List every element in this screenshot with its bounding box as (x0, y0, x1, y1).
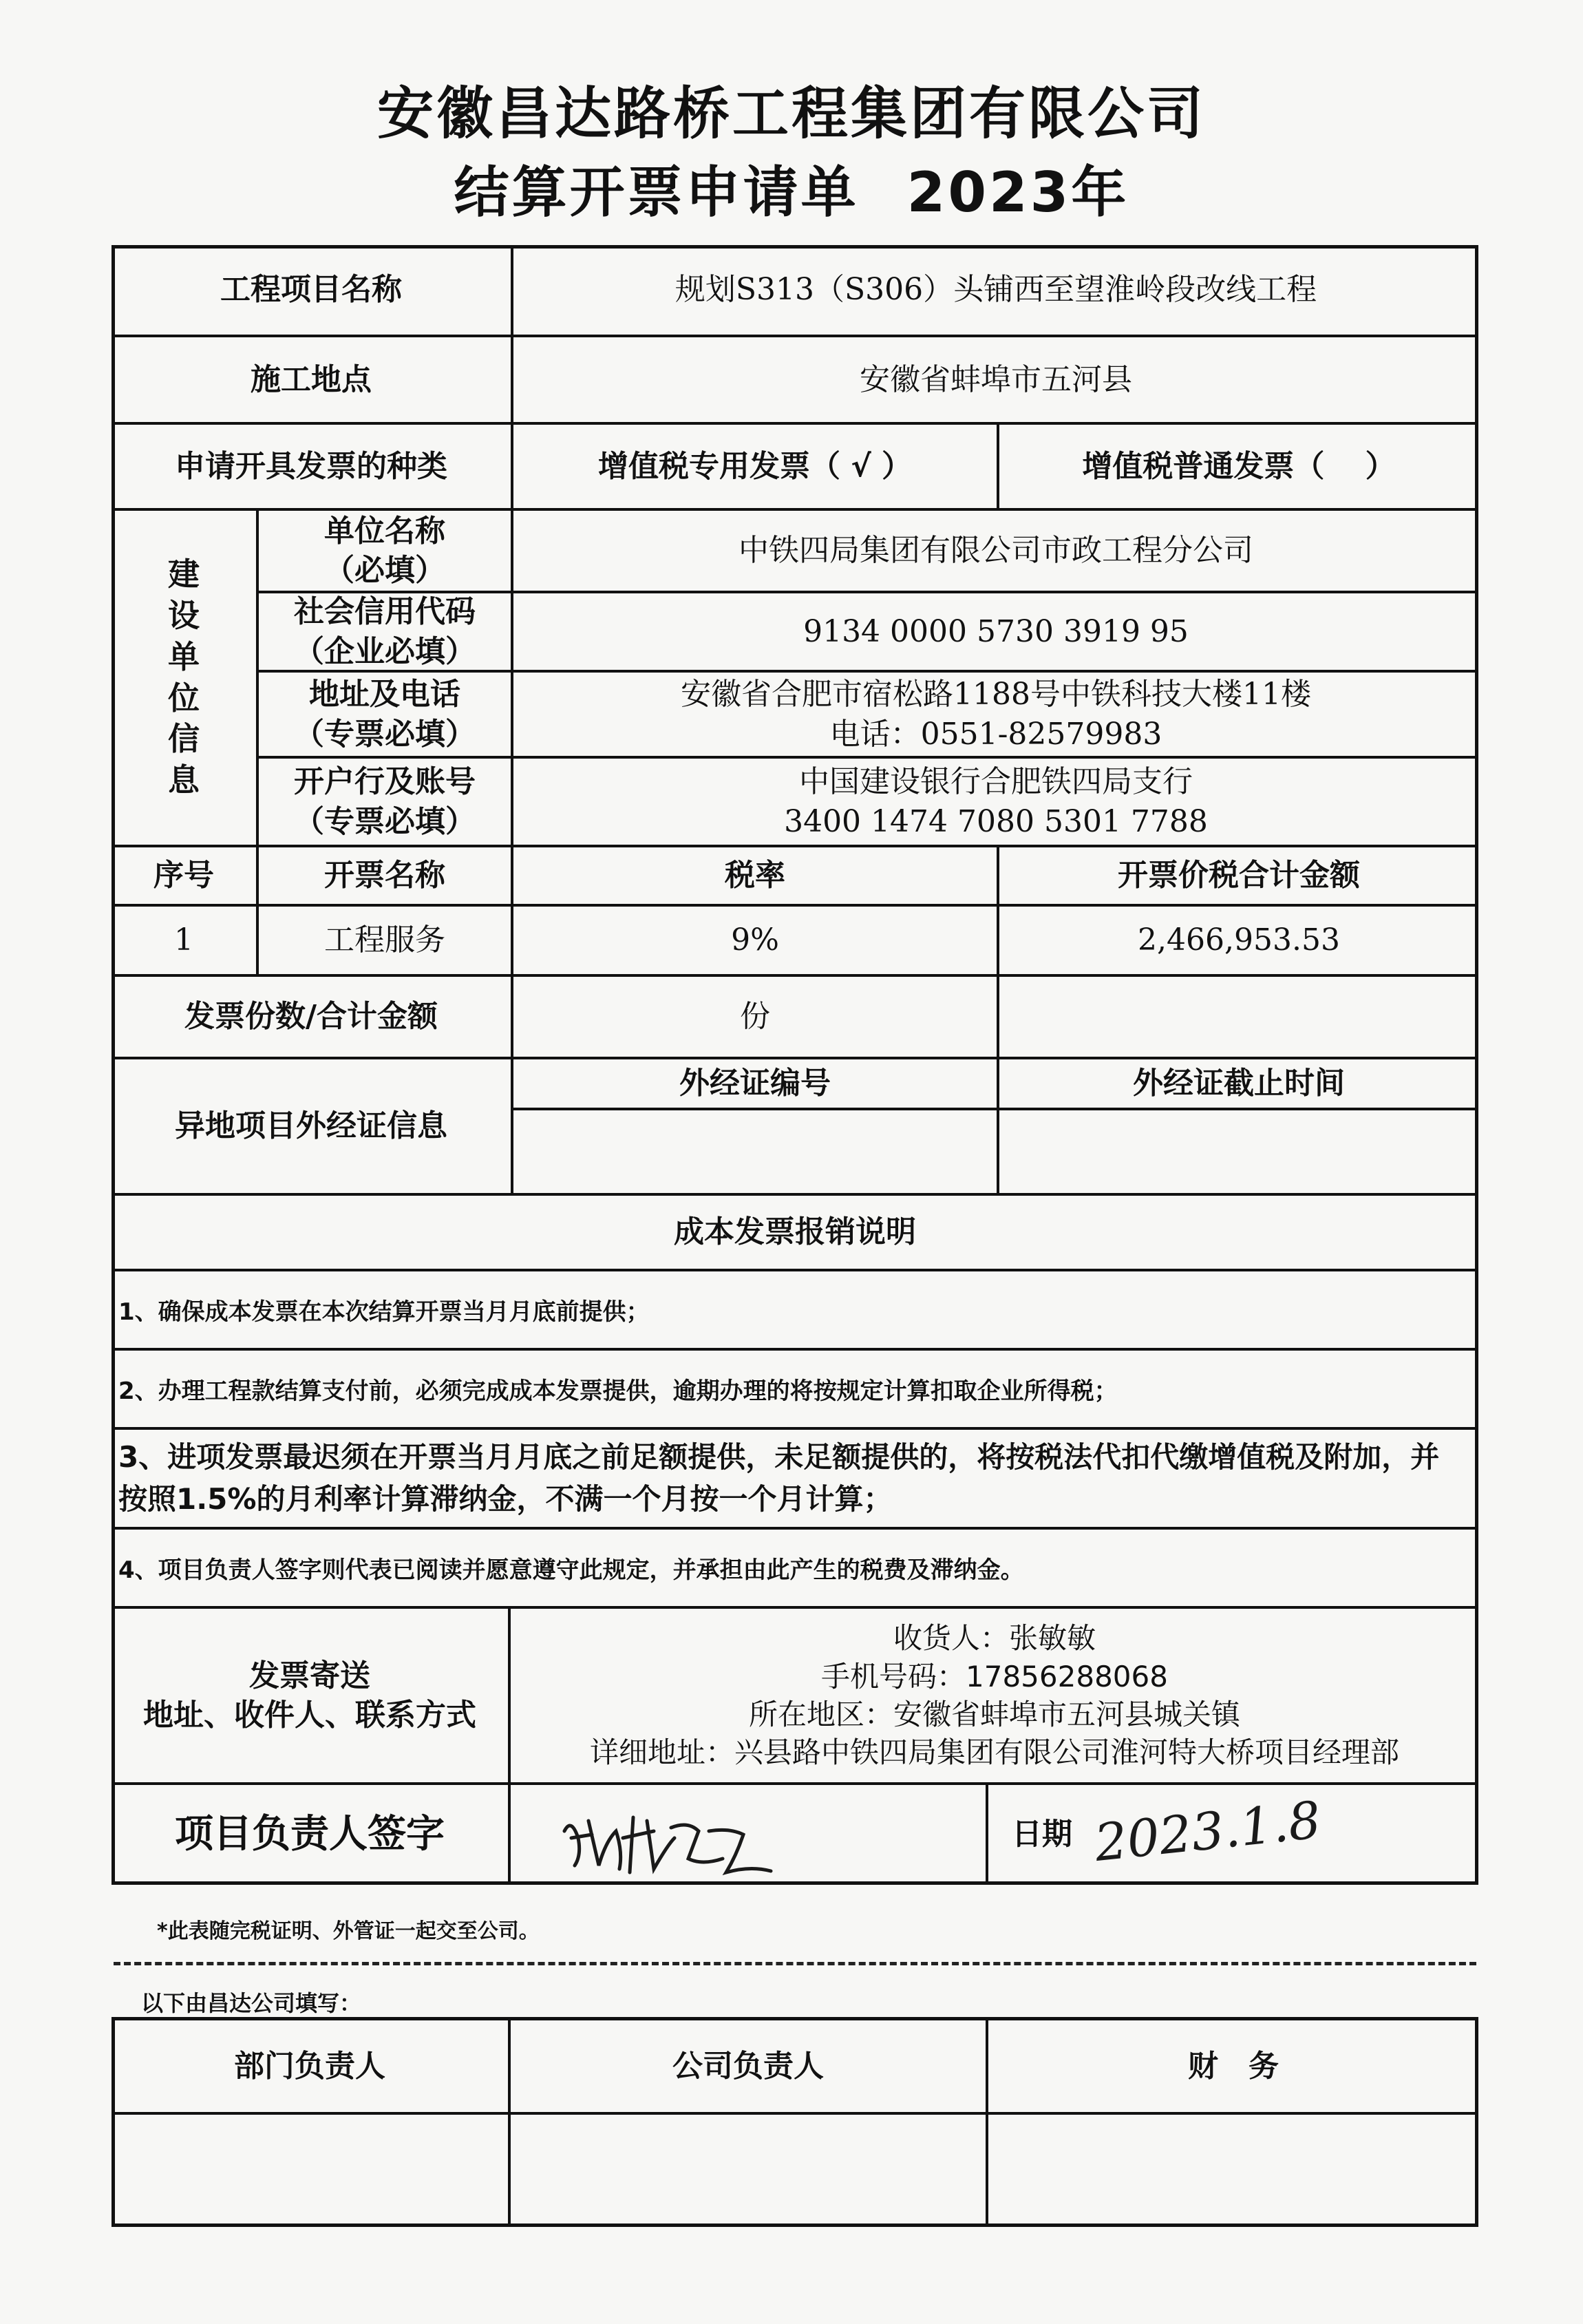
col-header-amount: 开票价税合计金额 (1118, 858, 1360, 894)
permit-deadline-label: 外经证截止时间 (1133, 1066, 1345, 1101)
dept-head-label: 部门负责人 (234, 2048, 385, 2084)
invoice-type-label: 申请开具发票的种类 (175, 448, 447, 484)
project-name-label: 工程项目名称 (220, 272, 402, 308)
mailing-label-line1: 发票寄送 (249, 1658, 370, 1693)
permit-label: 异地项目外经证信息 (175, 1108, 447, 1144)
credit-code-label (259, 593, 511, 670)
label-sub: （专票必填） (294, 803, 476, 839)
section-char: 单 (168, 637, 200, 675)
date-label: 日期 (1012, 1817, 1072, 1852)
col-header-rate: 税率 (725, 858, 785, 894)
company-title: 安徽昌达路桥工程集团有限公司 (376, 81, 1206, 147)
row-name: 工程服务 (324, 922, 445, 958)
col-header-name: 开票名称 (324, 858, 445, 894)
company-head-label: 公司负责人 (672, 2048, 824, 2084)
mobile-text: 手机号码：17856288068 (821, 1659, 1168, 1693)
permit-number-field[interactable] (513, 1110, 997, 1193)
section-char: 位 (168, 679, 200, 717)
bank-name-text: 中国建设银行合肥铁四局支行 (799, 764, 1193, 800)
phone-text: 电话：0551-82579983 (829, 716, 1162, 752)
dept-head-sign-field[interactable] (111, 2115, 508, 2223)
section-char: 建 (168, 556, 200, 593)
label-main: 单位名称 (324, 513, 445, 549)
builder-info-section-label (111, 511, 256, 845)
form-year: 2023年 (906, 160, 1129, 224)
account-number-text: 3400 1474 7080 5301 7788 (784, 803, 1208, 839)
permit-deadline-field[interactable] (999, 1110, 1478, 1193)
label-main: 地址及电话 (309, 677, 460, 712)
location-value: 安徽省蚌埠市五河县 (860, 361, 1132, 397)
label-main: 开户行及账号 (294, 764, 476, 800)
cost-note-3: 3、进项发票最迟须在开票当月月底之前足额提供，未足额提供的，将按税法代扣代缴增值税及附加，并按照1.5%的月利率计算滞纳金，不满一个月按一个月计算； (118, 1439, 1440, 1516)
region-text: 所在地区：安徽省蚌埠市五河县城关镇 (748, 1698, 1240, 1731)
recipient-text: 收货人：张敏敏 (893, 1621, 1096, 1656)
handwritten-signature (551, 1790, 798, 1886)
address-phone-label (259, 673, 511, 756)
footer-note: *此表随完税证明、外管证一起交至公司。 (157, 1919, 540, 1943)
row-amount: 2,466,953.53 (1138, 922, 1340, 958)
row-rate: 9% (731, 922, 779, 958)
finance-label: 财 务 (1188, 2048, 1279, 2084)
detail-address-text: 详细地址：兴县路中铁四局集团有限公司淮河特大桥项目经理部 (589, 1735, 1399, 1770)
cost-note-1: 1、确保成本发票在本次结算开票当月月底前提供； (118, 1298, 650, 1326)
mailing-details (511, 1609, 1478, 1782)
finance-sign-field[interactable] (988, 2115, 1478, 2223)
label-sub: （企业必填） (294, 633, 476, 669)
cost-note-2: 2、办理工程款结算支付前，必须完成成本发票提供，逾期办理的将按规定计算扣取企业所得税； (118, 1377, 1118, 1405)
copies-unit: 份 (740, 999, 770, 1035)
row-no: 1 (174, 922, 193, 958)
address-text: 安徽省合肥市宿松路1188号中铁科技大楼11楼 (681, 677, 1311, 712)
form-title (0, 148, 1583, 227)
vat-normal-invoice-option[interactable]: 增值税普通发票（ ） (1082, 448, 1396, 484)
vat-special-invoice-option[interactable]: 增值税专用发票（ √ ） (598, 448, 912, 484)
fill-note: 以下由昌达公司填写： (141, 1990, 362, 2016)
address-phone-value (513, 673, 1478, 756)
col-header-no: 序号 (153, 858, 214, 894)
signature-label: 项目负责人签字 (175, 1812, 445, 1857)
cost-notes-title: 成本发票报销说明 (674, 1214, 916, 1250)
date-value: 2023.1.8 (1092, 1790, 1324, 1873)
project-name-value: 规划S313（S306）头铺西至望淮岭段改线工程 (674, 272, 1317, 308)
section-char: 息 (168, 761, 200, 799)
separator-dashed-line (114, 1962, 1476, 1965)
label-sub: （专票必填） (294, 716, 476, 752)
section-char: 信 (168, 720, 200, 758)
label-main: 社会信用代码 (294, 594, 476, 630)
section-char: 设 (168, 596, 200, 634)
bank-account-label (259, 759, 511, 845)
unit-name-label (259, 511, 511, 591)
credit-code-value: 9134 0000 5730 3919 95 (803, 613, 1189, 649)
form-title-text: 结算开票申请单 (454, 160, 859, 224)
unit-name-value: 中铁四局集团有限公司市政工程分公司 (739, 533, 1253, 569)
label-sub: （必填） (324, 553, 445, 588)
mailing-label (111, 1609, 508, 1782)
bank-account-value (513, 759, 1478, 845)
company-head-sign-field[interactable] (511, 2115, 986, 2223)
totals-label: 发票份数/合计金额 (184, 999, 438, 1035)
cost-note-4: 4、项目负责人签字则代表已阅读并愿意遵守此规定，并承担由此产生的税费及滞纳金。 (118, 1556, 1024, 1584)
location-label: 施工地点 (251, 361, 372, 397)
permit-number-label: 外经证编号 (679, 1066, 831, 1101)
mailing-label-line2: 地址、收件人、联系方式 (143, 1698, 476, 1733)
total-amount-field[interactable] (999, 977, 1478, 1057)
